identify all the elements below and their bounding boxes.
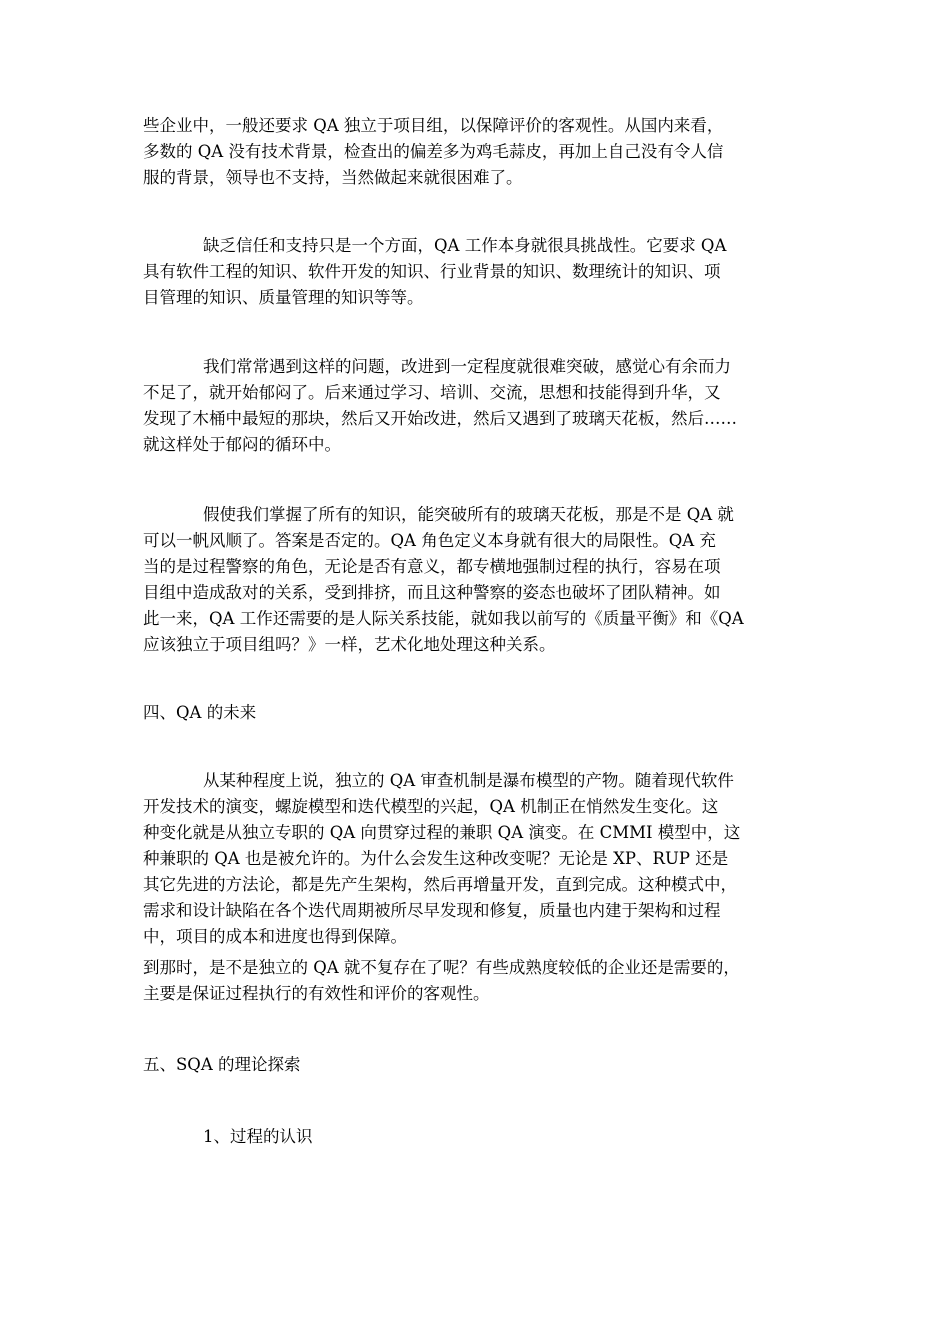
heading-text: 四、QA 的未来 — [143, 703, 257, 722]
text-line: 些企业中，一般还要求 QA 独立于项目组，以保障评价的客观性。从国内来看， — [143, 116, 724, 135]
text-line: 服的背景，领导也不支持，当然做起来就很困难了。 — [143, 168, 523, 187]
text-line: 可以一帆风顺了。答案是否定的。QA 角色定义本身就有很大的局限性。QA 充 — [143, 531, 716, 550]
text-line: 此一来，QA 工作还需要的是人际关系技能，就如我以前写的《质量平衡》和《QA — [143, 609, 744, 628]
paragraph-1 — [143, 113, 808, 191]
text-line: 中，项目的成本和进度也得到保障。 — [143, 927, 407, 946]
text-line: 种兼职的 QA 也是被允许的。为什么会发生这种改变呢？无论是 XP、RUP 还是 — [143, 849, 729, 868]
text-line: 应该独立于项目组吗？》一样，艺术化地处理这种关系。 — [143, 635, 556, 654]
text-line: 多数的 QA 没有技术背景，检查出的偏差多为鸡毛蒜皮，再加上自己没有令人信 — [143, 142, 724, 161]
section-heading-4 — [143, 700, 808, 726]
text-line: 其它先进的方法论，都是先产生架构，然后再增量开发，直到完成。这种模式中， — [143, 875, 737, 894]
text-line: 就这样处于郁闷的循环中。 — [143, 435, 341, 454]
heading-text: 1、过程的认识 — [203, 1127, 313, 1146]
paragraph-6 — [143, 955, 808, 1007]
text-line: 不足了，就开始郁闷了。后来通过学习、培训、交流，思想和技能得到升华，又 — [143, 383, 721, 402]
text-line: 目管理的知识、质量管理的知识等等。 — [143, 288, 424, 307]
text-line: 具有软件工程的知识、软件开发的知识、行业背景的知识、数理统计的知识、项 — [143, 262, 721, 281]
text-line: 从某种程度上说，独立的 QA 审查机制是瀑布模型的产物。随着现代软件 — [203, 771, 734, 790]
text-line: 缺乏信任和支持只是一个方面，QA 工作本身就很具挑战性。它要求 QA — [203, 236, 727, 255]
paragraph-3 — [143, 354, 808, 458]
heading-text: 五、SQA 的理论探索 — [143, 1055, 301, 1074]
subsection-heading-5-1 — [143, 1124, 808, 1150]
text-line: 我们常常遇到这样的问题，改进到一定程度就很难突破，感觉心有余而力 — [203, 357, 731, 376]
paragraph-5 — [143, 768, 808, 950]
paragraph-4 — [143, 502, 808, 658]
text-line: 主要是保证过程执行的有效性和评价的客观性。 — [143, 984, 490, 1003]
text-line: 需求和设计缺陷在各个迭代周期被所尽早发现和修复，质量也内建于架构和过程 — [143, 901, 721, 920]
text-line: 种变化就是从独立专职的 QA 向贯穿过程的兼职 QA 演变。在 CMMI 模型中，这 — [143, 823, 741, 842]
text-line: 假使我们掌握了所有的知识，能突破所有的玻璃天花板，那是不是 QA 就 — [203, 505, 734, 524]
text-line: 目组中造成敌对的关系，受到排挤，而且这种警察的姿态也破坏了团队精神。如 — [143, 583, 721, 602]
text-line: 当的是过程警察的角色，无论是否有意义，都专横地强制过程的执行，容易在项 — [143, 557, 721, 576]
text-line: 到那时，是不是独立的 QA 就不复存在了呢？有些成熟度较低的企业还是需要的， — [143, 958, 740, 977]
text-line: 发现了木桶中最短的那块，然后又开始改进，然后又遇到了玻璃天花板，然后…… — [143, 409, 737, 428]
text-line: 开发技术的演变，螺旋模型和迭代模型的兴起，QA 机制正在悄然发生变化。这 — [143, 797, 719, 816]
section-heading-5 — [143, 1052, 808, 1078]
paragraph-2 — [143, 233, 808, 311]
